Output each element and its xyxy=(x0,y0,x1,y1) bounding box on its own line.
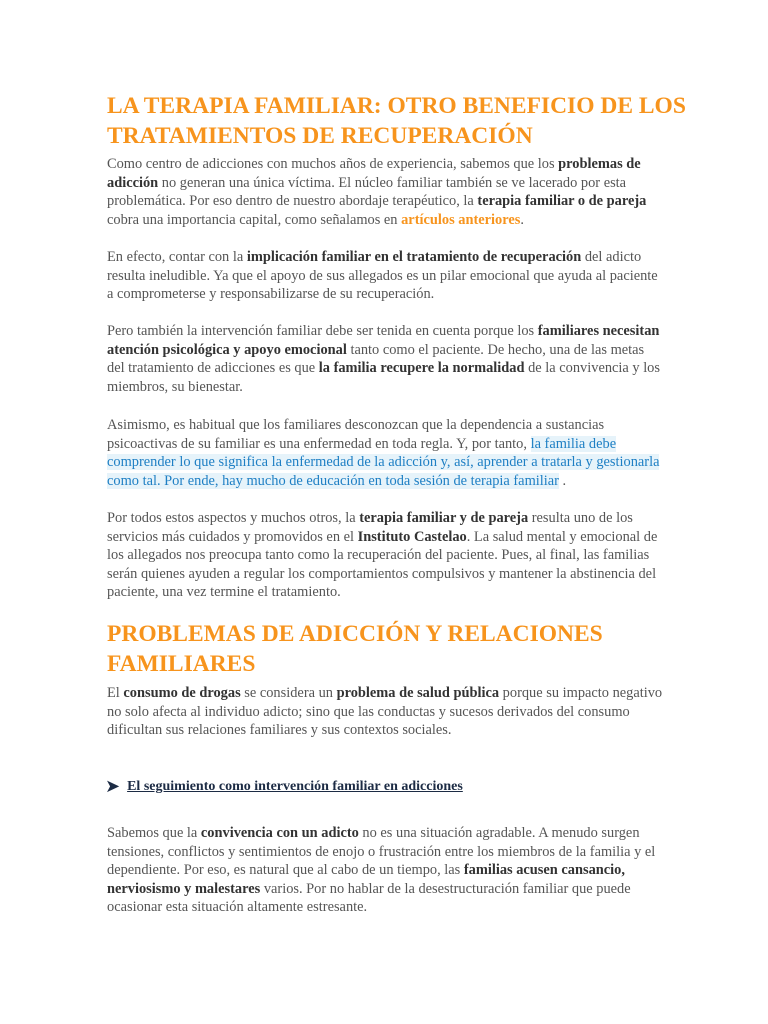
bold-text: familiares necesitan atención psicológica y apoyo emocional xyxy=(107,323,660,358)
text: . xyxy=(558,472,567,489)
bold-text: terapia familiar y de pareja xyxy=(359,510,529,526)
text: resulta uno de los servicios más cuidados y promovidos en el xyxy=(107,510,633,545)
bold-text: terapia familiar o de pareja xyxy=(477,193,647,209)
text: tanto como el paciente. De hecho, una de las metas del tratamiento de adicciones es que xyxy=(107,341,645,376)
seguimiento-article-link[interactable]: El seguimiento como intervención familiar en adicciones xyxy=(127,779,463,794)
paragraph-consumo xyxy=(107,684,663,740)
text: Como centro de adicciones con muchos años de experiencia, sabemos que los xyxy=(107,156,559,172)
bold-text: implicación familiar en el tratamiento de recuperación xyxy=(246,249,582,265)
paragraph-asimismo xyxy=(107,416,663,490)
text: no generan una única víctima. El núcleo familiar también se ve lacerado por esta problemática. Por eso dentro de nuestro abordaje terapéutico, la xyxy=(107,174,627,209)
text: de la convivencia y los miembros, su bienestar. xyxy=(107,360,660,395)
related-article-bullet xyxy=(105,777,525,797)
text: porque su impacto negativo no solo afecta al individuo adicto; sino que las conductas y sucesos derivados del consumo dificultan sus relaciones familiares y sus contextos sociales. xyxy=(107,685,663,738)
arrow-right-icon: ➤ xyxy=(105,776,121,797)
text: Asimismo, es habitual que los familiares desconozcan que la dependencia a sustancias psicoactivas de su familiar es una enfermedad en toda regla. Y, por tanto, xyxy=(107,417,605,452)
text: En efecto, contar con la xyxy=(107,249,247,265)
articulos-anteriores-link[interactable]: artículos anteriores xyxy=(401,211,521,228)
bold-text: problemas de adicción xyxy=(107,156,641,191)
text: Pero también la intervención familiar debe ser tenida en cuenta porque los xyxy=(107,323,538,339)
paragraph-aspectos xyxy=(107,509,663,602)
text: se considera un xyxy=(240,685,337,701)
bold-text: la familia recupere la normalidad xyxy=(318,360,525,376)
text: Por todos estos aspectos y muchos otros, la xyxy=(107,510,360,526)
bold-text: problema de salud pública xyxy=(336,685,500,701)
bold-text: familias acusen cansancio, nerviosismo y malestares xyxy=(107,862,625,897)
bold-text: consumo de drogas xyxy=(123,685,241,701)
paragraph-implicacion xyxy=(107,248,663,304)
text: . La salud mental y emocional de los allegados nos preocupa tanto como la recuperación del paciente. Pues, al final, las familias serán quienes ayuden a regular los comportamientos compulsivos y mantener la abstinencia del paciente, una vez termine el tratamiento. xyxy=(107,528,658,600)
bold-text: convivencia con un adicto xyxy=(200,825,359,841)
text: del adicto resulta ineludible. Ya que el apoyo de sus allegados es un pilar emocional que ayuda al paciente a comprometerse y responsabilizarse de su recuperación. xyxy=(107,249,658,302)
section-heading-terapia: LA TERAPIA FAMILIAR: OTRO BENEFICIO DE LOS TRATAMIENTOS DE RECUPERACIÓN xyxy=(107,93,686,149)
text: El xyxy=(107,685,124,701)
highlighted-text: la familia debe comprender lo que significa la enfermedad de la adicción y, así, aprender a tratarla y gestionarla como tal. Por ende, hay mucho de educación en toda sesión de terapia familiar xyxy=(107,435,660,489)
text: . xyxy=(520,211,524,228)
section-heading-problemas: PROBLEMAS DE ADICCIÓN Y RELACIONES FAMILIARES xyxy=(107,621,603,677)
text: Sabemos que la xyxy=(107,825,201,841)
paragraph-intervencion xyxy=(107,322,663,396)
text: no es una situación agradable. A menudo surgen tensiones, conflictos y sentimientos de enojo o frustración entre los miembros de la familia y el dependiente. Por eso, es natural que al cabo de un tiempo, las xyxy=(107,825,656,878)
paragraph-intro xyxy=(107,155,663,229)
text: varios. Por no hablar de la desestructuración familiar que puede ocasionar esta situación altamente estresante. xyxy=(107,880,631,915)
text: cobra una importancia capital, como señalamos en xyxy=(107,211,402,228)
bold-text: Instituto Castelao xyxy=(357,528,467,545)
paragraph-convivencia xyxy=(107,824,663,917)
